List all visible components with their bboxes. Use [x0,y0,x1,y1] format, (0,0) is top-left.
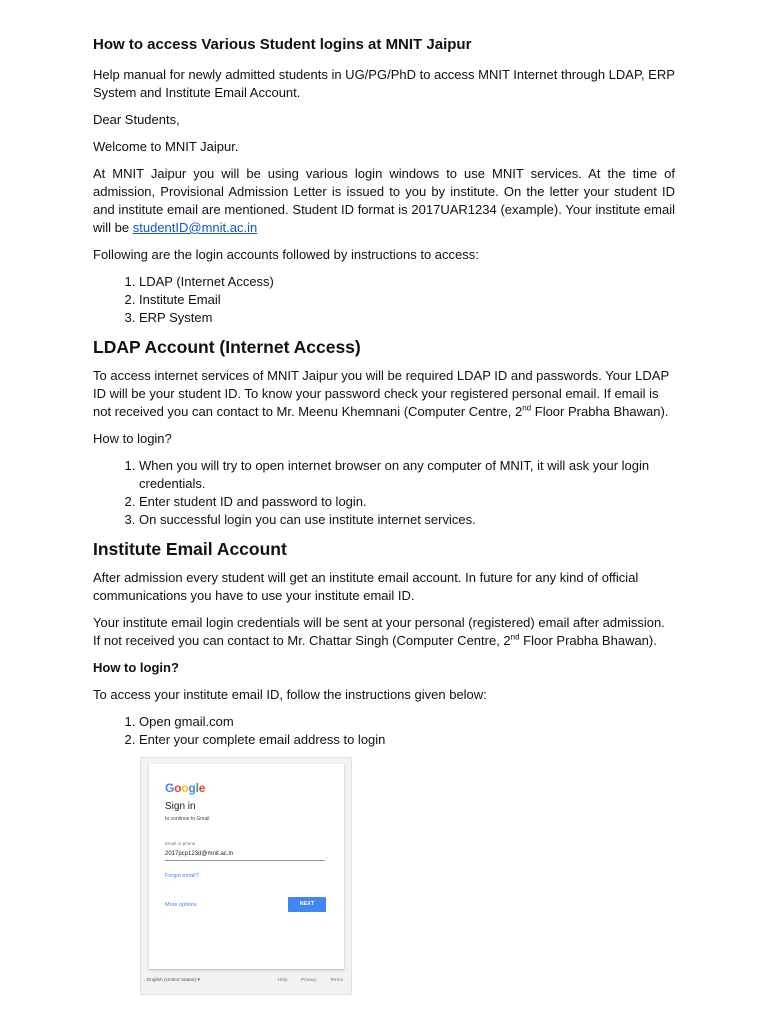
ldap-text: To access internet services of MNIT Jaipur you will be required LDAP ID and passwords. Your LDAP ID will be your student ID. To know your password check your registered personal email. If email is not received you can contact to Mr. Meenu Khemnani (Computer Centre, 2 [93,368,669,419]
ldap-steps [93,457,675,529]
help-link[interactable]: Help [277,978,288,983]
forgot-email-link[interactable]: Forgot email? [165,873,199,879]
ldap-text-end: Floor Prabha Bhawan). [531,404,669,419]
privacy-link[interactable]: Privacy [300,978,317,983]
list-item: 3. ERP System [139,309,675,327]
email-sup: nd [510,632,520,642]
terms-link[interactable]: Terms [329,978,343,983]
ldap-sup: nd [522,403,532,413]
logo-letter: l [195,781,199,795]
email-paragraph-1: After admission every student will get an institute email account. In future for any kind of official communications you have to use your institute email ID. [93,570,639,603]
logo-letter: e [198,781,206,795]
ldap-heading: LDAP Account (Internet Access) [93,337,361,357]
email-text-end: Floor Prabha Bhawan). [519,633,657,648]
email-paragraph-2 [93,614,675,650]
google-signin-screenshot [140,757,352,995]
ldap-paragraph [93,367,675,421]
page-title: How to access Various Student logins at MNIT Jaipur [93,36,472,53]
email-field-label: Email or phone [165,841,196,846]
signin-subtitle: to continue to Gmail [165,816,210,822]
more-options-link[interactable]: More options [165,902,197,908]
logo-letter: o [174,781,182,795]
list-item: 3. On successful login you can use institute internet services. [139,511,675,529]
signin-card [149,764,344,969]
footer-links [266,978,343,983]
email-heading: Institute Email Account [93,539,287,559]
language-select[interactable]: English (United States) ▾ [147,978,200,983]
email-text: Your institute email login credentials will be sent at your personal (registered) email after admission. If not received you can contact to Mr. Chattar Singh (Computer Centre, 2 [93,615,665,648]
accounts-list [93,273,675,327]
email-field-underline [165,860,325,861]
list-item: 2. Institute Email [139,291,675,309]
logo-letter: o [181,781,189,795]
signin-title: Sign in [165,801,196,812]
student-email-link[interactable]: studentID@mnit.ac.in [132,220,258,235]
intro-paragraph: Help manual for newly admitted students in UG/PG/PhD to access MNIT Internet through LDAP, ERP System and Institute Email Account. [93,67,675,100]
welcome-line: Welcome to MNIT Jaipur. [93,139,239,154]
logo-letter: G [165,781,175,795]
email-how-to-login: How to login? [93,660,179,675]
admission-text: At MNIT Jaipur you will be using various login windows to use MNIT services. At the time of admission, Provisional Admission Letter is issued to you by institute. On the letter your student ID and institute email are mentioned. Student ID format is 2017UAR1234 (example). Your institute email will be [93,166,675,235]
email-instructions: To access your institute email ID, follow the instructions given below: [93,687,487,702]
next-button[interactable]: NEXT [288,897,326,912]
greeting: Dear Students, [93,112,180,127]
google-logo [165,781,205,795]
admission-paragraph [93,165,675,237]
logo-letter: g [188,781,196,795]
list-item: 1. Open gmail.com [139,713,675,731]
list-item: 1. When you will try to open internet browser on any computer of MNIT, it will ask your login credentials. [139,457,675,493]
list-item: 2. Enter student ID and password to login. [139,493,675,511]
ldap-how-to-login: How to login? [93,431,172,446]
email-field[interactable]: 2017pcp123d@mnit.ac.in [165,851,234,857]
following-line: Following are the login accounts followed by instructions to access: [93,247,479,262]
email-steps [93,713,675,749]
document-page [93,36,675,758]
list-item: 2. Enter your complete email address to login [139,731,675,749]
list-item: 1. LDAP (Internet Access) [139,273,675,291]
